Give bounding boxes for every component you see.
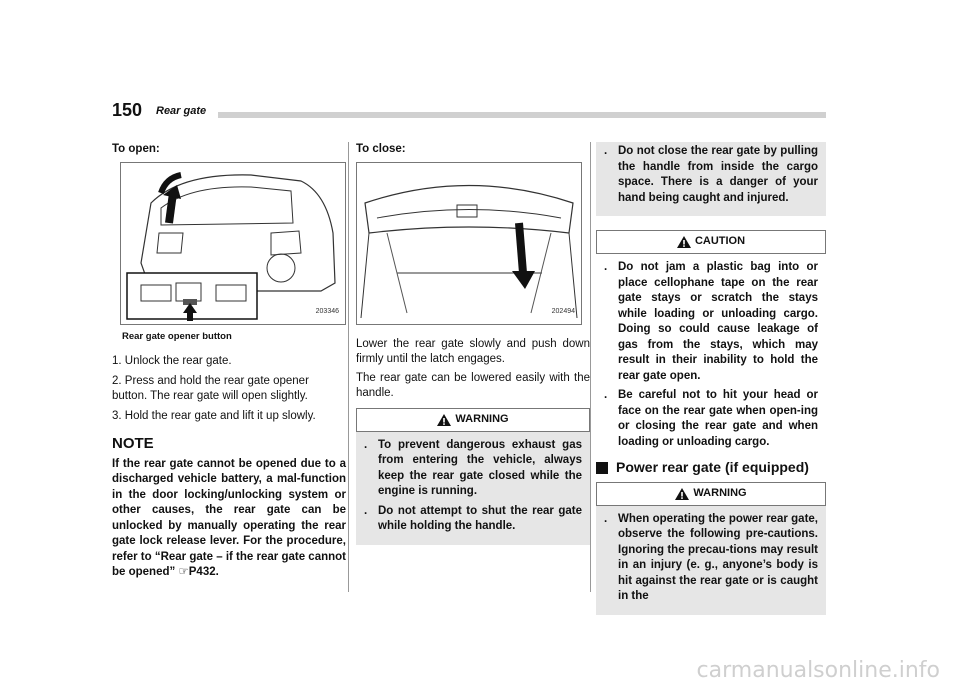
- caution-triangle-icon: [677, 236, 691, 248]
- page-header: [112, 100, 826, 122]
- column-divider: [590, 142, 591, 592]
- warning-label: WARNING: [455, 412, 509, 425]
- caution-label: CAUTION: [694, 235, 746, 248]
- page-number: 150: [112, 100, 143, 120]
- section-square-icon: [596, 462, 608, 474]
- warning-triangle-icon: [437, 414, 451, 426]
- step-3: 3. Hold the rear gate and lift it up slowly.: [112, 409, 316, 422]
- power-rear-gate-title: Power rear gate (if equipped): [616, 459, 809, 475]
- figure-rear-gate-close: [356, 162, 582, 325]
- to-close-heading: To close:: [356, 143, 406, 155]
- list-item: . Do not close the rear gate by pulling the handle from inside the cargo space. There is a danger of your hand being caught and injured.: [604, 145, 818, 204]
- caution-body: [596, 254, 826, 450]
- note-text: If the rear gate cannot be opened due to a discharged vehicle battery, a mal-function in the door locking/unlocking system or other causes, the rear gate can be unlocked by manually operating the rear gate lock release lever. For the procedure, refer to “Rear gate – if the rear gate cannot be opened” ☞P432.: [112, 457, 346, 578]
- column-middle: [356, 142, 590, 545]
- footer-watermark: carmanualsonline.info: [696, 658, 940, 683]
- open-gate-illustration: [357, 163, 581, 324]
- warning-header: [356, 408, 590, 432]
- list-item: . Do not jam a plastic bag into or place cellophane tape on the rear gate stays or scratch the stays while loading or unloading cargo. Doing so could cause leakage of gas from the stays, which may result in their inability to hold the rear gate open.: [604, 261, 818, 382]
- power-rear-gate-heading: [596, 460, 826, 476]
- figure-code: 203346: [315, 308, 339, 315]
- caution-header: [596, 230, 826, 254]
- list-item: . Be careful not to hit your head or face on the rear gate when open-ing or closing the rear gate and when loading or unloading cargo.: [604, 389, 818, 448]
- suv-rear-illustration: [121, 163, 345, 324]
- close-paragraph-2: The rear gate can be lowered easily with the handle.: [356, 371, 590, 399]
- step-2: 2. Press and hold the rear gate opener button. The rear gate will open slightly.: [112, 374, 309, 402]
- section-title: Rear gate: [156, 105, 207, 117]
- figure-caption: Rear gate opener button: [122, 330, 232, 342]
- column-divider: [348, 142, 349, 592]
- close-paragraph-1: Lower the rear gate slowly and push down firmly until the latch engages.: [356, 337, 590, 365]
- warning-continued-body: [596, 142, 826, 216]
- column-right: [596, 142, 826, 615]
- warning-header: [596, 482, 826, 506]
- header-rule: [218, 112, 826, 118]
- to-open-heading: To open:: [112, 143, 160, 155]
- figure-rear-gate-open: [120, 162, 346, 325]
- column-left: [112, 142, 346, 581]
- figure-code: 202494: [551, 308, 575, 315]
- warning-triangle-icon: [675, 488, 689, 500]
- warning-body: [356, 432, 590, 545]
- step-1: 1. Unlock the rear gate.: [112, 355, 232, 367]
- warning-label: WARNING: [693, 486, 747, 499]
- list-item: . When operating the power rear gate, observe the following pre-cautions. Ignoring the precau-tions may result in an injury (e. g., anyone’s body is hit against the rear gate or is caught in the: [604, 512, 818, 602]
- note-title: NOTE: [112, 435, 154, 452]
- warning-body: [596, 506, 826, 615]
- list-item: . To prevent dangerous exhaust gas from entering the vehicle, always keep the rear gate closed while the engine is running.: [364, 438, 582, 497]
- list-item: . Do not attempt to shut the rear gate while holding the handle.: [364, 504, 582, 532]
